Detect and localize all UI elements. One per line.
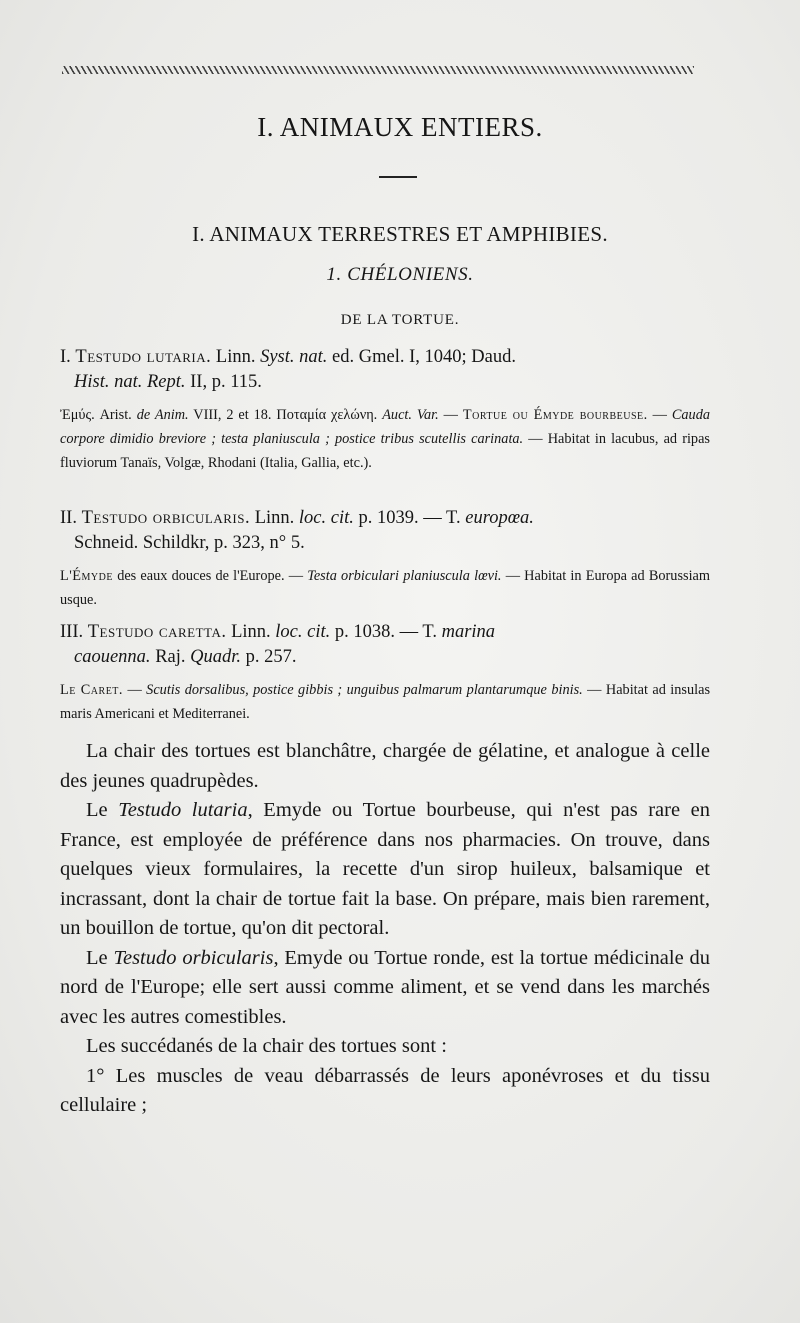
entry-number: I. bbox=[60, 347, 71, 367]
entry-number: III. bbox=[60, 622, 84, 642]
entry-text: Schneid. Schildkr, p. 323, n° 5. bbox=[74, 533, 305, 553]
small-title: DE LA TORTUE. bbox=[340, 312, 460, 328]
note-italic: Testa orbiculari planiuscula lœvi. bbox=[307, 568, 502, 584]
paragraph: Les succédanés de la chair des tortues sont : bbox=[86, 1035, 447, 1057]
entry-text: Linn. bbox=[231, 622, 271, 642]
paragraph-text: Le bbox=[86, 946, 108, 969]
entry-text: Raj. bbox=[155, 647, 186, 667]
species-name: Testudo lutaria. bbox=[75, 347, 212, 367]
body-text bbox=[60, 737, 710, 1121]
entry-text: II, p. 115. bbox=[190, 372, 262, 392]
paragraph: 1° Les muscles de veau débarrassés de leurs aponévroses et du tissu cellulaire ; bbox=[60, 1064, 710, 1116]
note-text: — Habitat ad insulas maris Americani et Mediterranei. bbox=[60, 682, 711, 722]
paragraph-text: , Emyde ou Tortue ronde, est la tortue médicinale du nord de l'Europe; elle sert aussi comme aliment, et se vend dans les marchés avec les autres comestibles. bbox=[60, 946, 710, 1028]
note-text: VIII, 2 et 18. Ποταμία χελώνη. bbox=[193, 407, 378, 423]
paragraph bbox=[60, 944, 710, 1033]
species-note-2 bbox=[60, 564, 710, 612]
species-note-3 bbox=[60, 678, 710, 726]
species-entry-3 bbox=[60, 620, 710, 670]
entry-italic: europœa. bbox=[465, 508, 534, 528]
entry-italic: Quadr. bbox=[190, 647, 242, 667]
section-title: I. ANIMAUX ENTIERS. bbox=[257, 112, 543, 142]
note-text: — Habitat in lacubus, ad ripas fluviorum Tanaïs, Volgæ, Rhodani (Italia, Gallia, etc.). bbox=[60, 431, 710, 471]
note-text: — bbox=[127, 682, 142, 698]
note-text: — bbox=[652, 407, 667, 423]
species-name: Testudo orbicularis. bbox=[81, 508, 251, 528]
paragraph-text: Le bbox=[86, 799, 108, 821]
note-italic: Cauda corpore dimidio breviore ; testa planiuscula ; postice tribus scutellis carinata. bbox=[60, 407, 711, 447]
ornamental-rule bbox=[62, 66, 694, 74]
note-text: — bbox=[443, 407, 458, 423]
order-title: 1. CHÉLONIENS. bbox=[326, 264, 474, 285]
note-text: des eaux douces de l'Europe. — bbox=[117, 568, 304, 584]
note-italic: de Anim. bbox=[136, 407, 189, 423]
sub-title: I. ANIMAUX TERRESTRES ET AMPHIBIES. bbox=[192, 222, 608, 246]
title-rule bbox=[379, 176, 417, 178]
entry-italic: caouenna. bbox=[74, 647, 151, 667]
species-entry-1 bbox=[60, 345, 710, 395]
entry-text: Linn. bbox=[254, 508, 295, 528]
species-note-1 bbox=[60, 403, 710, 475]
note-text: — Habitat in Europa ad Borussiam usque. bbox=[60, 568, 711, 608]
entry-text: p. 257. bbox=[245, 647, 297, 667]
entry-text: Linn. bbox=[215, 347, 256, 367]
note-italic: Auct. Var. bbox=[382, 407, 439, 423]
note-text: Ἐμύς. Arist. bbox=[60, 407, 132, 423]
entry-italic: Hist. nat. Rept. bbox=[74, 372, 186, 392]
common-name: Le Caret. bbox=[60, 682, 123, 698]
common-name: L'Émyde bbox=[60, 568, 113, 584]
paragraph-text: , Emyde ou Tortue bourbeuse, qui n'est pas rare en France, est employée de préférence dans nos pharmacies. On trouve, dans quelques vieux formulaires, la recette d'un sirop huileux, balsamique et incrassant, dont la chair de tortue fait la base. On prépare, mais bien rarement, un bouillon de tortue, qu'on dit pectoral. bbox=[60, 799, 710, 939]
entry-text: ed. Gmel. I, 1040; Daud. bbox=[332, 347, 516, 367]
paragraph bbox=[60, 796, 710, 944]
note-italic: Scutis dorsalibus, postice gibbis ; unguibus palmarum plantarumque binis. bbox=[146, 682, 583, 698]
paragraph-italic: Testudo lutaria bbox=[118, 799, 248, 821]
entry-italic: loc. cit. bbox=[275, 622, 331, 642]
common-name: Tortue ou Émyde bourbeuse. bbox=[462, 407, 648, 423]
species-name: Testudo caretta. bbox=[87, 622, 227, 642]
paragraph: La chair des tortues est blanchâtre, chargée de gélatine, et analogue à celle des jeunes quadrupèdes. bbox=[60, 740, 710, 792]
entry-italic: loc. cit. bbox=[298, 508, 354, 528]
entry-text: p. 1039. — T. bbox=[358, 508, 461, 528]
entry-italic: marina bbox=[441, 622, 496, 642]
paragraph-italic: Testudo orbicularis bbox=[113, 946, 274, 969]
species-entry-2 bbox=[60, 506, 710, 556]
entry-italic: Syst. nat. bbox=[260, 347, 328, 367]
entry-text: p. 1038. — T. bbox=[334, 622, 437, 642]
entry-number: II. bbox=[60, 508, 77, 528]
